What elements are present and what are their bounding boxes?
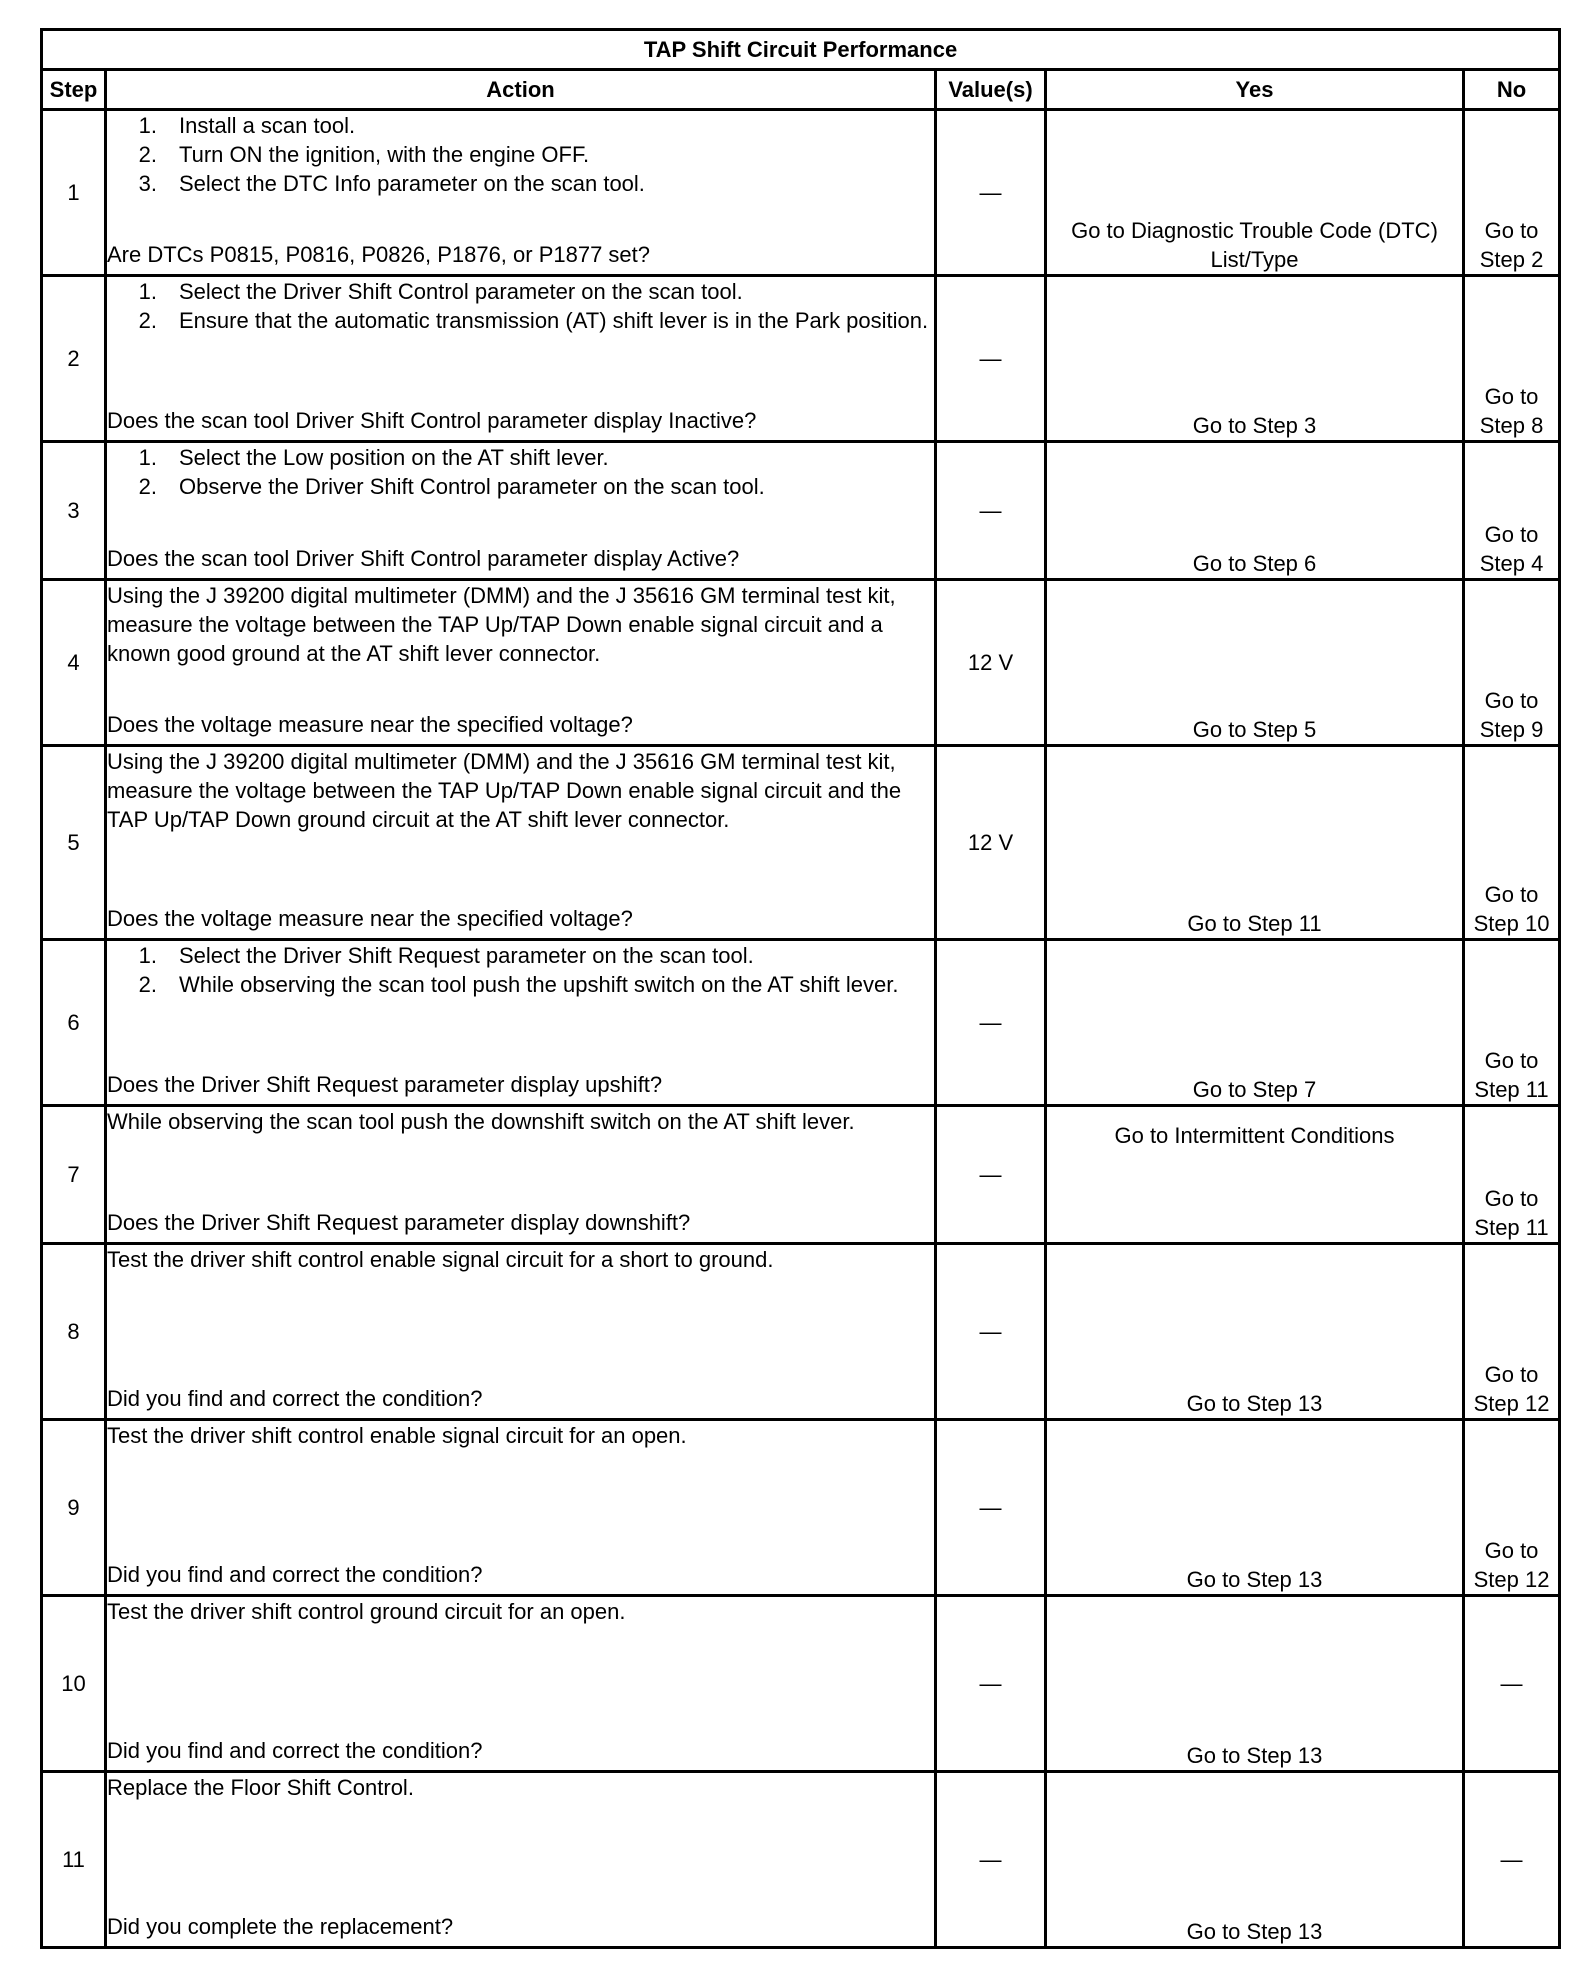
no-action[interactable]: Go to Step 9 [1464, 580, 1560, 746]
value-cell: — [936, 1596, 1046, 1772]
yes-action[interactable]: Go to Diagnostic Trouble Code (DTC) List/Type [1046, 110, 1464, 276]
yes-action[interactable]: Go to Step 11 [1046, 746, 1464, 940]
action-cell [106, 746, 936, 940]
step-number: 2 [42, 276, 106, 442]
value-cell: — [936, 1420, 1046, 1596]
table-row [42, 1772, 1560, 1948]
action-cell [106, 1772, 936, 1948]
no-action: — [1464, 1596, 1560, 1772]
list-item-number: 3. [138, 171, 157, 196]
table-row [42, 940, 1560, 1106]
table-row [42, 1244, 1560, 1420]
diagnostic-table [40, 28, 1561, 1949]
action-text: Using the J 39200 digital multimeter (DMM) and the J 35616 GM terminal test kit, measure the voltage between the TAP Up/TAP Down enable signal circuit and the TAP Up/TAP Down ground circuit at the AT shift lever connector. [107, 749, 902, 832]
header-action: Action [106, 70, 936, 110]
list-item [107, 169, 934, 198]
action-question: Does the voltage measure near the specified voltage? [107, 906, 633, 931]
value-cell: — [936, 1772, 1046, 1948]
list-item-number: 1. [138, 943, 157, 968]
value-cell: 12 V [936, 580, 1046, 746]
step-number: 3 [42, 442, 106, 580]
list-item [107, 111, 934, 140]
action-text: Using the J 39200 digital multimeter (DMM) and the J 35616 GM terminal test kit, measure the voltage between the TAP Up/TAP Down enable signal circuit and a known good ground at the AT shift lever connector. [107, 583, 896, 666]
no-action[interactable]: Go to Step 4 [1464, 442, 1560, 580]
list-item-number: 2. [138, 308, 157, 333]
action-text: Test the driver shift control enable signal circuit for an open. [107, 1423, 687, 1448]
yes-action[interactable]: Go to Step 5 [1046, 580, 1464, 746]
list-item-number: 2. [138, 474, 157, 499]
action-steps-list [107, 277, 934, 335]
value-cell: — [936, 940, 1046, 1106]
action-text: Test the driver shift control enable signal circuit for a short to ground. [107, 1247, 774, 1272]
action-question: Does the Driver Shift Request parameter display downshift? [107, 1210, 691, 1235]
list-item-text: Select the DTC Info parameter on the scan tool. [179, 171, 645, 196]
no-action: — [1464, 1772, 1560, 1948]
yes-action[interactable]: Go to Intermittent Conditions [1046, 1106, 1464, 1244]
action-cell [106, 276, 936, 442]
action-question: Are DTCs P0815, P0816, P0826, P1876, or P1877 set? [107, 242, 651, 267]
action-cell [106, 1420, 936, 1596]
no-action[interactable]: Go to Step 10 [1464, 746, 1560, 940]
value-cell: — [936, 442, 1046, 580]
no-action[interactable]: Go to Step 2 [1464, 110, 1560, 276]
action-cell [106, 110, 936, 276]
yes-action[interactable]: Go to Step 6 [1046, 442, 1464, 580]
action-question: Does the scan tool Driver Shift Control parameter display Inactive? [107, 408, 757, 433]
list-item-text: Turn ON the ignition, with the engine OFF. [179, 142, 590, 167]
action-text: While observing the scan tool push the downshift switch on the AT shift lever. [107, 1109, 855, 1134]
step-number: 9 [42, 1420, 106, 1596]
action-question: Did you find and correct the condition? [107, 1562, 483, 1587]
step-number: 7 [42, 1106, 106, 1244]
yes-action[interactable]: Go to Step 13 [1046, 1420, 1464, 1596]
list-item [107, 306, 934, 335]
list-item [107, 941, 934, 970]
value-cell: — [936, 276, 1046, 442]
no-action[interactable]: Go to Step 8 [1464, 276, 1560, 442]
action-cell [106, 442, 936, 580]
action-steps-list [107, 111, 934, 198]
header-no: No [1464, 70, 1560, 110]
action-question: Did you complete the replacement? [107, 1914, 454, 1939]
list-item-text: Install a scan tool. [179, 113, 356, 138]
action-text: Replace the Floor Shift Control. [107, 1775, 414, 1800]
table-row [42, 1596, 1560, 1772]
step-number: 1 [42, 110, 106, 276]
list-item-text: Observe the Driver Shift Control parameter on the scan tool. [179, 474, 765, 499]
action-steps-list [107, 941, 934, 999]
table-row [42, 1106, 1560, 1244]
header-yes: Yes [1046, 70, 1464, 110]
table-row [42, 1420, 1560, 1596]
table-row [42, 442, 1560, 580]
step-number: 8 [42, 1244, 106, 1420]
header-values: Value(s) [936, 70, 1046, 110]
list-item-number: 1. [138, 445, 157, 470]
yes-action[interactable]: Go to Step 7 [1046, 940, 1464, 1106]
header-step: Step [42, 70, 106, 110]
action-question: Does the voltage measure near the specified voltage? [107, 712, 633, 737]
yes-action[interactable]: Go to Step 13 [1046, 1772, 1464, 1948]
action-cell [106, 1244, 936, 1420]
list-item [107, 472, 934, 501]
step-number: 11 [42, 1772, 106, 1948]
yes-action[interactable]: Go to Step 13 [1046, 1244, 1464, 1420]
no-action[interactable]: Go to Step 11 [1464, 940, 1560, 1106]
table-title: TAP Shift Circuit Performance [42, 30, 1560, 70]
list-item-number: 2. [138, 142, 157, 167]
list-item-number: 1. [138, 113, 157, 138]
action-cell [106, 1106, 936, 1244]
no-action[interactable]: Go to Step 12 [1464, 1244, 1560, 1420]
value-cell: 12 V [936, 746, 1046, 940]
list-item-text: Select the Low position on the AT shift lever. [179, 445, 609, 470]
list-item [107, 140, 934, 169]
list-item-number: 2. [138, 972, 157, 997]
step-number: 4 [42, 580, 106, 746]
action-text: Test the driver shift control ground circuit for an open. [107, 1599, 626, 1624]
action-question: Does the Driver Shift Request parameter display upshift? [107, 1072, 663, 1097]
step-number: 10 [42, 1596, 106, 1772]
step-number: 5 [42, 746, 106, 940]
list-item [107, 277, 934, 306]
list-item-number: 1. [138, 279, 157, 304]
yes-action[interactable]: Go to Step 13 [1046, 1596, 1464, 1772]
step-number: 6 [42, 940, 106, 1106]
no-action[interactable]: Go to Step 11 [1464, 1106, 1560, 1244]
action-cell [106, 940, 936, 1106]
value-cell: — [936, 1244, 1046, 1420]
table-row [42, 580, 1560, 746]
list-item-text: Select the Driver Shift Control parameter on the scan tool. [179, 279, 743, 304]
list-item-text: Ensure that the automatic transmission (AT) shift lever is in the Park position. [179, 308, 929, 333]
action-question: Does the scan tool Driver Shift Control parameter display Active? [107, 546, 740, 571]
action-steps-list [107, 443, 934, 501]
action-question: Did you find and correct the condition? [107, 1738, 483, 1763]
no-action[interactable]: Go to Step 12 [1464, 1420, 1560, 1596]
list-item [107, 970, 934, 999]
value-cell: — [936, 1106, 1046, 1244]
action-question: Did you find and correct the condition? [107, 1386, 483, 1411]
action-cell [106, 1596, 936, 1772]
yes-action[interactable]: Go to Step 3 [1046, 276, 1464, 442]
action-cell [106, 580, 936, 746]
table-row [42, 746, 1560, 940]
list-item [107, 443, 934, 472]
value-cell: — [936, 110, 1046, 276]
table-row [42, 276, 1560, 442]
table-row [42, 110, 1560, 276]
list-item-text: While observing the scan tool push the upshift switch on the AT shift lever. [179, 972, 899, 997]
list-item-text: Select the Driver Shift Request parameter on the scan tool. [179, 943, 754, 968]
